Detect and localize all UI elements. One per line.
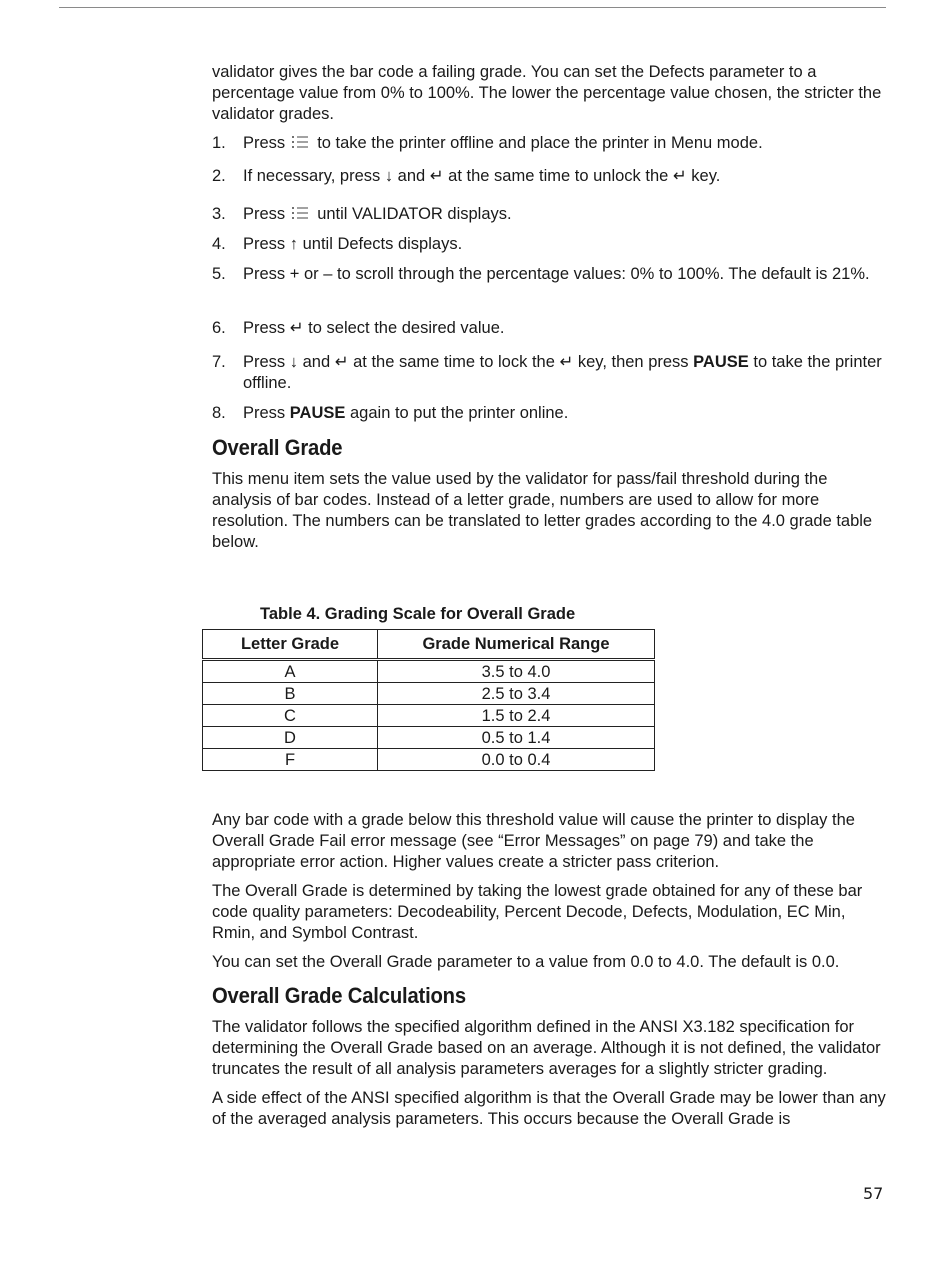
- post-table-content: [212, 810, 888, 1138]
- determination-paragraph: The Overall Grade is determined by taking the lowest grade obtained for any of these bar code quality parameters: Decodeability, Percent Decode, Defects, Modulation, EC Min, Rmin, and Symbol Contrast.: [212, 882, 863, 942]
- step-1: 1. Press to take the printer offline and place the printer in Menu mode.: [212, 133, 888, 166]
- menu-icon: [291, 205, 309, 227]
- threshold-paragraph: Any bar code with a grade below this threshold value will cause the printer to display the Overall Grade Fail error message (see “Error Messages” on page 79) and take the appropriate error action. Higher values create a stricter pass criterion.: [212, 811, 855, 871]
- table-row: [203, 683, 655, 705]
- intro-paragraph: validator gives the bar code a failing grade. You can set the Defects parameter to a percentage value from 0% to 100%. The lower the percentage value chosen, the stricter the validator grades.: [212, 63, 882, 123]
- calculations-paragraph-2: A side effect of the ANSI specified algorithm is that the Overall Grade may be lower than any of the averaged analysis parameters. This occurs because the Overall Grade is: [212, 1089, 886, 1128]
- section-heading-overall-grade: Overall Grade: [212, 435, 343, 460]
- step-number: 6.: [212, 319, 226, 337]
- step-2: 2. If necessary, press ↓ and ↵ at the same time to unlock the ↵ key.: [212, 167, 721, 185]
- table-header-row: [203, 630, 655, 660]
- range-cell: 3.5 to 4.0: [378, 660, 655, 683]
- letter-grade-cell: F: [203, 749, 378, 771]
- letter-grade-cell: D: [203, 727, 378, 749]
- column-header: Grade Numerical Range: [378, 630, 655, 660]
- range-cell: 1.5 to 2.4: [378, 705, 655, 727]
- calculations-paragraph-1: The validator follows the specified algorithm defined in the ANSI X3.182 specification for determining the Overall Grade based on an average. Although it is not defined, the validator truncates the result of all analysis parameters averages for a slightly stricter grading.: [212, 1018, 881, 1078]
- procedure-steps: [212, 133, 888, 433]
- overall-grade-paragraph: This menu item sets the value used by the validator for pass/fail threshold during the analysis of bar codes. Instead of a letter grade, numbers are used to allow for more resolution. The numbers can be translated to letter grades according to the 4.0 grade table below.: [212, 470, 873, 551]
- error-messages-link[interactable]: “Error Messages” on page: [498, 832, 690, 850]
- table-caption: Table 4. Grading Scale for Overall Grade: [260, 605, 576, 623]
- letter-grade-cell: A: [203, 660, 378, 683]
- step-8: 8. Press PAUSE again to put the printer online.: [212, 404, 569, 422]
- step-6: 6. Press ↵ to select the desired value.: [212, 319, 505, 337]
- default-paragraph: You can set the Overall Grade parameter to a value from 0.0 to 4.0. The default is 0.0.: [212, 953, 840, 971]
- page-number: 57: [863, 1184, 884, 1203]
- table-row: [203, 749, 655, 771]
- header-rule: [59, 7, 886, 8]
- step-number: 4.: [212, 235, 226, 253]
- step-3: 3. Press until VALIDATOR displays.: [212, 204, 888, 234]
- step-number: 2.: [212, 167, 226, 185]
- range-cell: 0.5 to 1.4: [378, 727, 655, 749]
- range-cell: 2.5 to 3.4: [378, 683, 655, 705]
- step-4: 4. Press ↑ until Defects displays.: [212, 235, 463, 253]
- grading-scale-table: [202, 629, 655, 771]
- table-row: [203, 727, 655, 749]
- table-row: [203, 660, 655, 683]
- range-cell: 0.0 to 0.4: [378, 749, 655, 771]
- step-7: 7. Press ↓ and ↵ at the same time to lock the ↵ key, then press PAUSE to take the printer offline.: [212, 353, 882, 392]
- step-number: 5.: [212, 265, 226, 283]
- step-5: 5. Press + or – to scroll through the percentage values: 0% to 100%. The default is 21%.: [212, 265, 870, 283]
- letter-grade-cell: C: [203, 705, 378, 727]
- section-heading-calculations: Overall Grade Calculations: [212, 983, 466, 1008]
- step-number: 1.: [212, 134, 226, 152]
- body-content: [212, 62, 888, 561]
- step-number: 3.: [212, 205, 226, 223]
- table-row: [203, 705, 655, 727]
- letter-grade-cell: B: [203, 683, 378, 705]
- pause-key-label: PAUSE: [693, 353, 749, 371]
- column-header: Letter Grade: [203, 630, 378, 660]
- menu-icon: [291, 134, 309, 156]
- step-number: 8.: [212, 404, 226, 422]
- step-number: 7.: [212, 353, 226, 371]
- pause-key-label: PAUSE: [289, 404, 346, 422]
